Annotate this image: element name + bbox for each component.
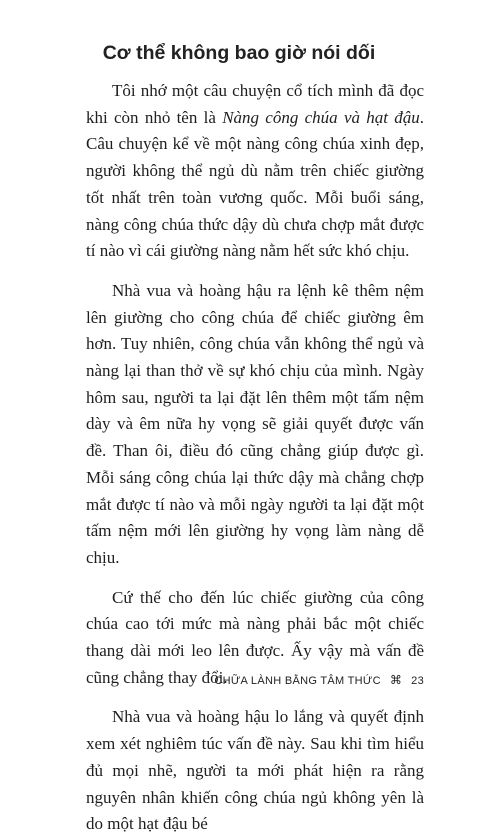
command-symbol-icon: ⌘	[389, 673, 403, 687]
page-footer	[0, 673, 424, 687]
running-title: CHỮA LÀNH BẰNG TÂM THỨC	[214, 675, 381, 687]
paragraph-3: Cứ thế cho đến lúc chiếc giường của công chúa cao tới mức mà nàng phải bắc một chiếc thang dài mới leo lên được. Ấy vậy mà vấn đề cũng chẳng thay đổi.	[86, 587, 424, 687]
page-number: 23	[411, 675, 424, 687]
paragraph-1	[86, 78, 424, 265]
paragraph-2: Nhà vua và hoàng hậu ra lệnh kê thêm nệm lên giường cho công chúa để chiếc giường êm hơn. Tuy nhiên, công chúa vẫn không thể ngủ và nàng lại than thở về sự khó chịu của mình. Ngày hôm sau, người ta lại đặt lên thêm một tấm nệm dày và êm nữa hy vọng sẽ giải quyết được vấn đề. Than ôi, điều đó cũng chẳng giúp được gì. Mỗi sáng công chúa lại thức dậy mà chẳng chợp mắt được tí nào và mỗi ngày người ta lại đặt một tấm nệm mới lên giường hy vọng làm nàng dễ chịu.	[86, 280, 424, 567]
book-title-italic: Nàng công chúa và hạt đậu	[222, 107, 420, 127]
paragraph-1-text-end: . Câu chuyện kể về một nàng công chúa xinh đẹp, người không thể ngủ dù nằm trên chiếc giường tốt nhất trên toàn vương quốc. Mỗi buổi sáng, nàng công chúa thức dậy dù chưa chợp mắt được tí nào vì cái giường nàng nằm hết sức khó chịu.	[86, 107, 425, 261]
paragraph-1-text-start: Tôi nhớ một câu chuyện cổ tích mình đã đọc khi còn nhỏ tên là	[86, 81, 424, 127]
body-text	[86, 78, 424, 838]
paragraph-4: Nhà vua và hoàng hậu lo lắng và quyết định xem xét nghiêm túc vấn đề này. Sau khi tìm hiểu đủ mọi nhẽ, người ta mới phát hiện ra rằng nguyên nhân khiến công chúa ngủ không yên là do một hạt đậu bé	[86, 707, 424, 834]
chapter-section-title: Cơ thể không bao giờ nói dối	[102, 42, 376, 64]
